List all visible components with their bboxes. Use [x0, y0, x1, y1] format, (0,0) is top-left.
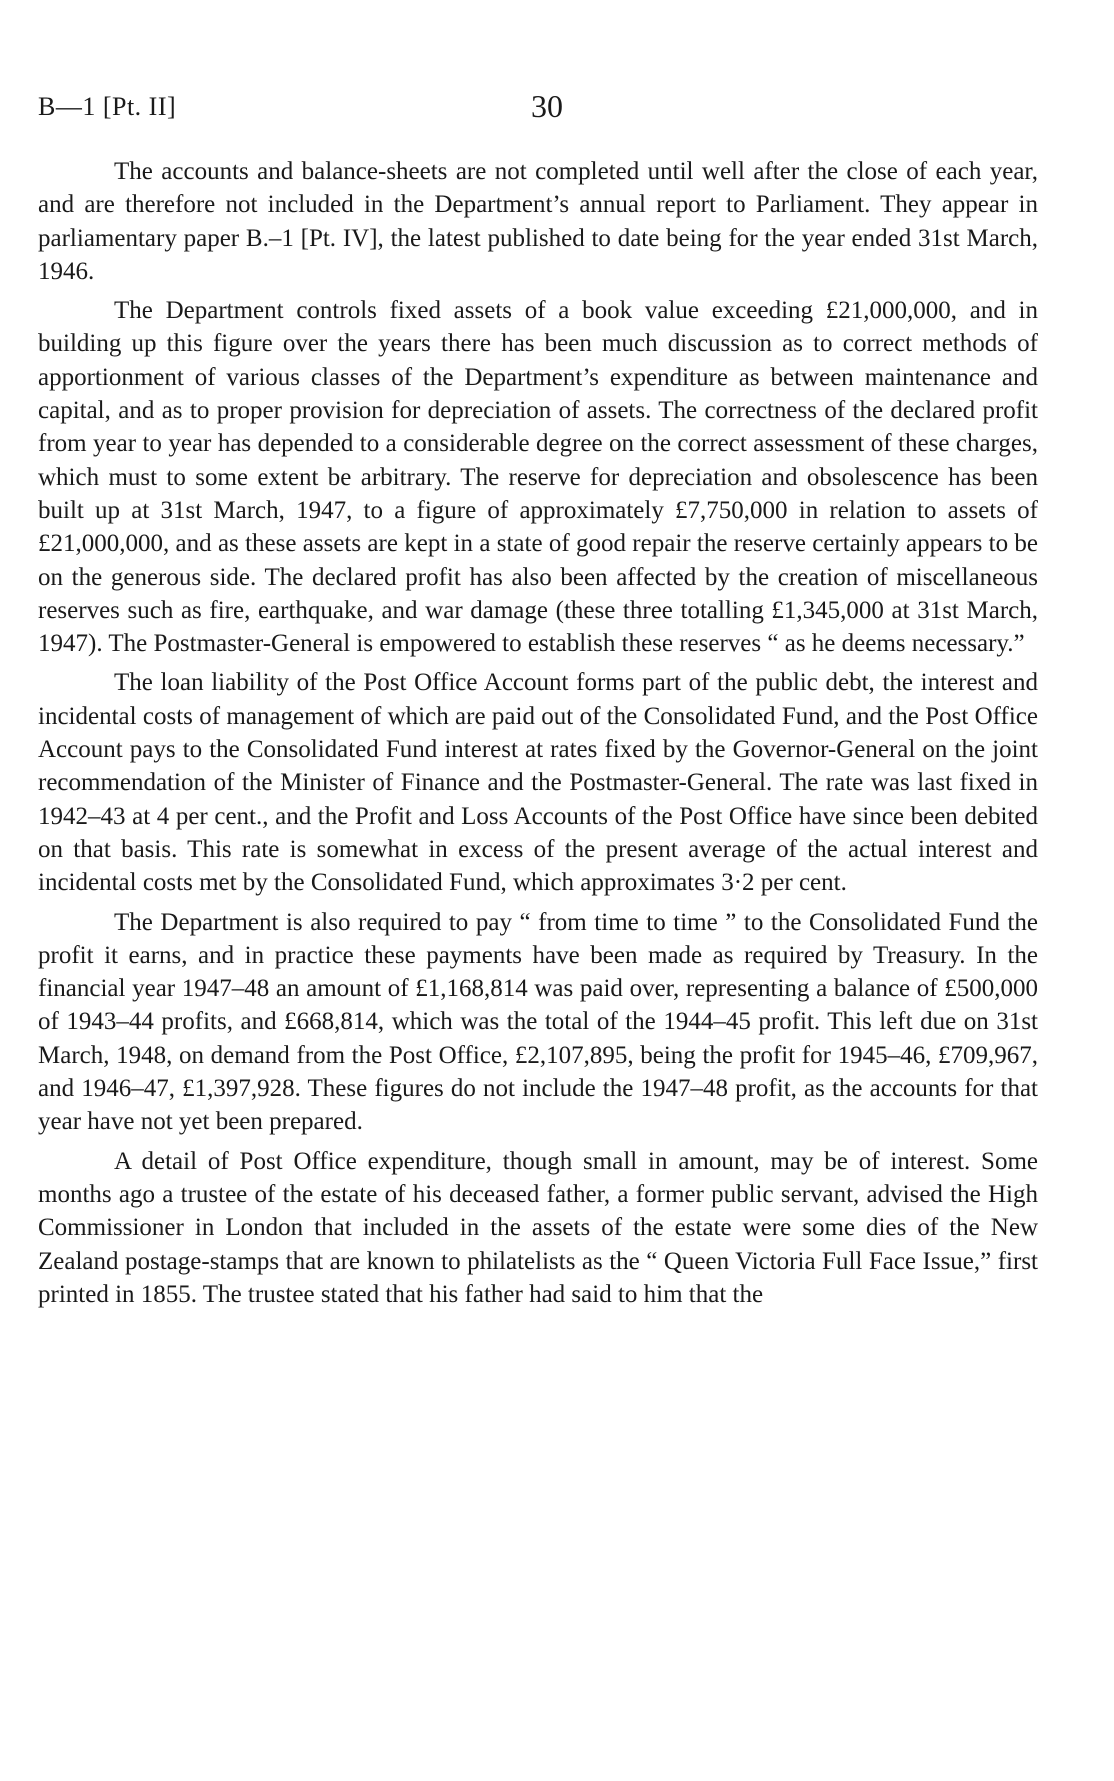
paragraph-fixed-assets: The Department controls fixed assets of a book value exceeding £21,000,000, and in building up this figure over the years there has been much discussion as to correct methods of apportionment of various classes of the Department’s expenditure as between maintenance and capital, and as to proper provision for depreciation of assets. The correctness of the declared profit from year to year has depended to a considerable degree on the correct assessment of these charges, which must to some extent be arbitrary. The reserve for depreciation and obsolescence has been built up at 31st March, 1947, to a figure of approximately £7,750,000 in relation to assets of £21,000,000, and as these assets are kept in a state of good repair the reserve certainly appears to be on the generous side. The declared profit has also been affected by the creation of miscellaneous reserves such as fire, earthquake, and war damage (these three totalling £1,345,000 at 31st March, 1947). The Postmaster-General is empowered to establish these reserves “ as he deems necessary.” [38, 297, 1038, 658]
page-header [38, 88, 1038, 132]
document-reference: B—1 [Pt. II] [38, 92, 177, 121]
body-text [38, 155, 1038, 1317]
paragraph-stamp-dies: A detail of Post Office expenditure, though small in amount, may be of interest. Some months ago a trustee of the estate of his deceased father, a former public servant, advised the High Commissioner in London that included in the assets of the estate were some dies of the New Zealand postage-stamps that are known to philatelists as the “ Queen Victoria Full Face Issue,” first printed in 1855. The trustee stated that his father had said to him that the [38, 1147, 1038, 1308]
page-number: 30 [531, 88, 563, 124]
paragraph-accounts: The accounts and balance-sheets are not completed until well after the close of each year, and are therefore not included in the Department’s annual report to Parliament. They appear in parliamentary paper B.–1 [Pt. IV], the latest published to date being for the year ended 31st March, 1946. [38, 158, 1038, 285]
paragraph-loan-liability: The loan liability of the Post Office Account forms part of the public debt, the interest and incidental costs of management of which are paid out of the Consolidated Fund, and the Post Office Account pays to the Consolidated Fund interest at rates fixed by the Governor-General on the joint recommendation of the Minister of Finance and the Postmaster-General. The rate was last fixed in 1942–43 at 4 per cent., and the Profit and Loss Accounts of the Post Office have since been debited on that basis. This rate is somewhat in excess of the present average of the actual interest and incidental costs met by the Consolidated Fund, which approximates 3·2 per cent. [38, 669, 1038, 897]
paragraph-profit-payments: The Department is also required to pay “ from time to time ” to the Consolidated Fund the profit it earns, and in practice these payments have been made as required by Treasury. In the financial year 1947–48 an amount of £1,168,814 was paid over, representing a balance of £500,000 of 1943–44 profits, and £668,814, which was the total of the 1944–45 profit. This left due on 31st March, 1948, on demand from the Post Office, £2,107,895, being the profit for 1945–46, £709,967, and 1946–47, £1,397,928. These figures do not include the 1947–48 profit, as the accounts for that year have not yet been prepared. [38, 908, 1038, 1136]
